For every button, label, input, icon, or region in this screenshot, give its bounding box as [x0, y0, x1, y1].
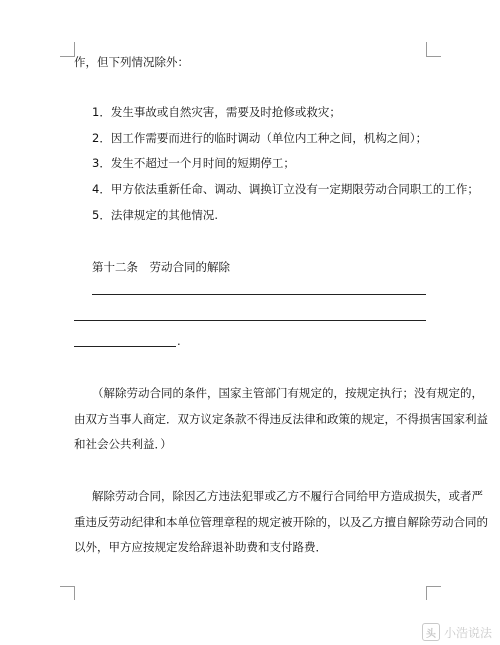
watermark: [422, 623, 492, 641]
crop-mark-top-right: [426, 42, 427, 56]
crop-mark-top-right-h: [426, 56, 441, 57]
crop-mark-top-left: [74, 42, 75, 56]
crop-mark-bottom-left-h: [60, 586, 75, 587]
list-item: 3．发生不超过一个月时间的短期停工；: [92, 156, 295, 170]
intro-line: 作，但下列情况除外：: [74, 55, 189, 69]
crop-mark-bottom-left: [74, 586, 75, 600]
watermark-text: 小浩说法: [443, 625, 492, 640]
fill-blank-line: [92, 294, 426, 295]
paragraph-line: 以外，甲方应按规定发给辞退补助费和支付路费．: [74, 540, 327, 554]
paragraph-line: （解除劳动合同的条件，国家主管部门有规定的，按规定执行；没有规定的，: [92, 386, 483, 400]
crop-mark-bottom-right-h: [426, 586, 441, 587]
paragraph-line: 和社会公共利益．）: [74, 437, 172, 451]
list-item: 4．甲方依法重新任命、调动、调换订立没有一定期限劳动合同职工的工作；: [92, 182, 479, 196]
blank-end-punct: .: [177, 334, 181, 348]
section-title: 第十二条 劳动合同的解除: [92, 260, 230, 274]
watermark-logo-icon: 头: [422, 623, 440, 641]
crop-mark-bottom-right: [426, 586, 427, 600]
paragraph-line: 由双方当事人商定．双方议定条款不得违反法律和政策的规定，不得损害国家利益: [74, 412, 488, 426]
fill-blank-line: [74, 346, 176, 347]
list-item: 1．发生事故或自然灾害，需要及时抢修或救灾；: [92, 105, 341, 119]
list-item: 5．法律规定的其他情况.: [92, 208, 218, 222]
paragraph-line: 重违反劳动纪律和本单位管理章程的规定被开除的，以及乙方擅自解除劳动合同的: [74, 515, 488, 529]
list-item: 2．因工作需要而进行的临时调动（单位内工种之间，机构之间）；: [92, 131, 428, 145]
crop-mark-top-left-h: [60, 56, 75, 57]
fill-blank-line: [74, 320, 426, 321]
paragraph-line: 解除劳动合同，除因乙方违法犯罪或乙方不履行合同给甲方造成损失，或者严: [92, 489, 483, 503]
